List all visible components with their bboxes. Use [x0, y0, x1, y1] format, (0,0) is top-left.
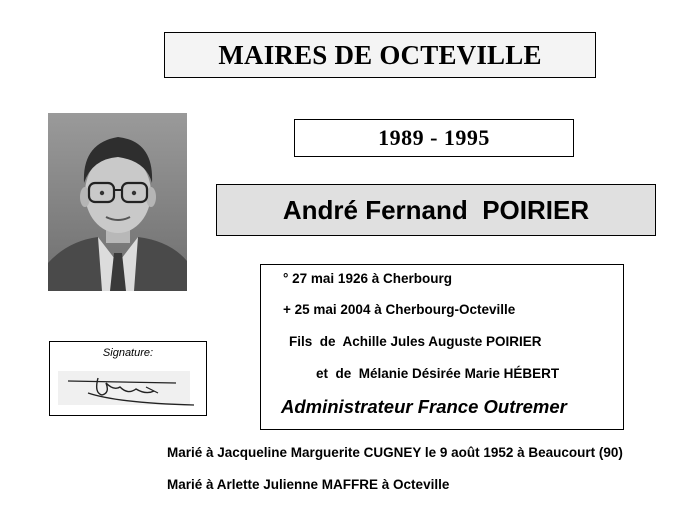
portrait-photo	[48, 113, 187, 291]
signature-label: Signature:	[102, 347, 154, 359]
biography-box	[260, 264, 624, 430]
occupation-line: Administrateur France Outremer	[281, 396, 567, 417]
page-title: MAIRES DE OCTEVILLE	[218, 39, 542, 70]
marriage-line-2: Marié à Arlette Julienne MAFFRE à Octeville	[167, 477, 450, 492]
page-title-box	[164, 32, 596, 78]
mayor-name-box	[216, 184, 656, 236]
mother-line: et de Mélanie Désirée Marie HÉBERT	[316, 366, 560, 381]
term-years: 1989 - 1995	[378, 125, 490, 150]
signature-box	[49, 341, 207, 416]
term-years-box	[294, 119, 574, 157]
birth-line: ° 27 mai 1926 à Cherbourg	[283, 271, 452, 286]
signature-image	[58, 369, 198, 409]
marriage-line-1: Marié à Jacqueline Marguerite CUGNEY le 9 août 1952 à Beaucourt (90)	[167, 445, 623, 460]
mayor-name: André Fernand POIRIER	[282, 194, 590, 225]
death-line: + 25 mai 2004 à Cherbourg-Octeville	[283, 302, 516, 317]
father-line: Fils de Achille Jules Auguste POIRIER	[289, 334, 542, 349]
portrait-photo-image	[48, 113, 187, 291]
